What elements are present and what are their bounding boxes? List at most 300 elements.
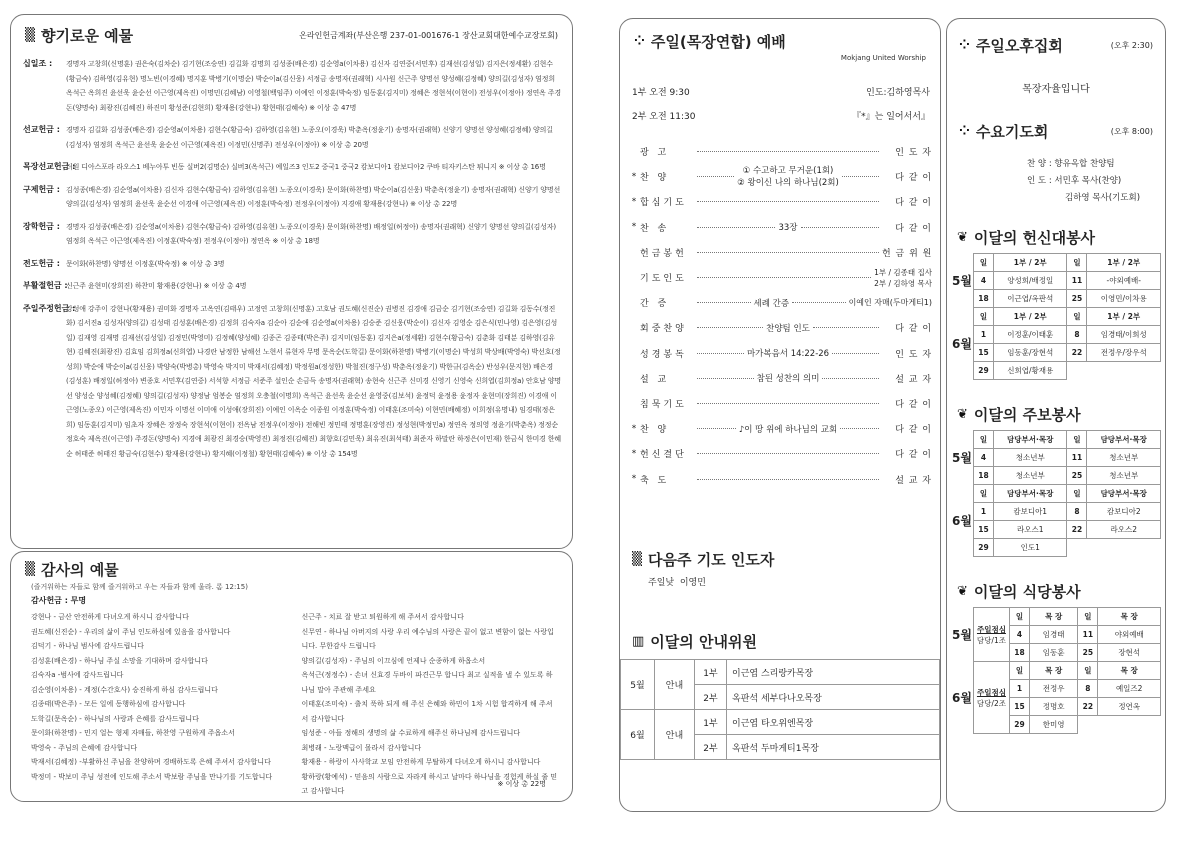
- duty-header-row: [951, 308, 1161, 326]
- thanks-columns: [31, 610, 558, 799]
- duty-week-header: 일: [1009, 662, 1029, 680]
- guide-role: 안내: [655, 710, 695, 760]
- thanks-item: 강현나 - 금산 안전하게 다녀오게 하시니 감사합니다: [31, 613, 189, 621]
- stand-mark: *: [631, 423, 637, 434]
- dotted-leader: [697, 378, 754, 379]
- service-duty-title-text: 이달의 헌신대봉사: [973, 229, 1096, 247]
- duty-assignee: -야외예배-: [1087, 272, 1161, 290]
- duty-day: [1078, 716, 1098, 734]
- duty-week-header: 일: [973, 485, 993, 503]
- duty-day: 4: [1009, 626, 1029, 644]
- duty-day: 25: [1078, 644, 1098, 662]
- guide-part: 2부: [695, 735, 727, 760]
- order-item-name: 헌금봉헌: [640, 248, 687, 259]
- thanks-item: 황하랑(황예석) - 믿음의 사람으로 자라게 하시고 날마다 하나님을 경험케 하실 줄 믿고 감사합니다: [301, 772, 558, 795]
- order-row: [628, 290, 932, 315]
- duty-week-header: 일: [1067, 485, 1087, 503]
- thanks-cash: 감사헌금 : 무명: [31, 596, 87, 605]
- wednesday-praise: 찬 양 : 향유옥합 찬양팀: [1027, 159, 1115, 169]
- order-item-leader: 다 같 이: [895, 450, 932, 461]
- worship-times: [632, 81, 930, 129]
- duty-day: 22: [1067, 521, 1087, 539]
- duty-day: 29: [973, 539, 993, 557]
- afternoon-title-text: 주일오후집회: [975, 37, 1063, 55]
- order-item-name: 회중찬양: [640, 324, 687, 335]
- offering-list: [23, 57, 562, 469]
- time-1-leader: 인도:김하영목사: [866, 88, 930, 98]
- order-item-name: 찬 양: [640, 425, 670, 436]
- order-item-name: 성경봉독: [640, 349, 687, 360]
- thanks-count: ※ 이상 총 22명: [497, 780, 546, 788]
- order-item-leader: 헌 금 위 원: [882, 248, 933, 259]
- order-row: [628, 189, 932, 214]
- duty-day: 22: [1078, 698, 1098, 716]
- guides-title-text: 이달의 안내위원: [650, 633, 757, 651]
- duty-assignee: 청소년부: [993, 449, 1067, 467]
- duty-week-header: 일: [1067, 431, 1087, 449]
- order-item-leader-line: 1부 / 김종태 집사: [874, 267, 932, 277]
- wednesday-header: [947, 121, 1165, 142]
- order-row: [628, 466, 932, 491]
- order-item-name: 광 고: [640, 148, 670, 159]
- hatch-icon: ▒: [25, 562, 35, 577]
- order-row: [628, 391, 932, 416]
- right-panel: [946, 18, 1166, 812]
- duty-month: 6월: [952, 513, 972, 528]
- duty-part-header: 담당부서·목장: [993, 431, 1067, 449]
- dots-icon: ⁘: [959, 124, 970, 139]
- next-prayer-label: 주일낮: [648, 578, 675, 588]
- afternoon-body: 목장자율입니다: [1022, 84, 1090, 95]
- duty-assignee: [1098, 716, 1161, 734]
- order-item-leader: 다 같 이: [895, 223, 932, 234]
- hatch-icon: ▒: [25, 28, 35, 43]
- bulletin-duty-table: [951, 430, 1161, 557]
- duty-assignee: 전정우: [1029, 680, 1077, 698]
- duty-week-header: 일: [1078, 608, 1098, 626]
- duty-day: 15: [973, 344, 993, 362]
- duty-assignee: 양성희/배정일: [993, 272, 1067, 290]
- duty-assignee: 캄보디아2: [1087, 503, 1161, 521]
- thanks-panel: [10, 551, 573, 802]
- duty-day: 1: [1009, 680, 1029, 698]
- thanks-item: 박정미 - 박보미 주님 성전에 인도해 주소서 박보람 주님을 만나기를 기도합니다: [31, 772, 273, 781]
- offering-group: [23, 160, 562, 175]
- guide-part: 2부: [695, 685, 727, 710]
- duty-assignee: 예일즈2: [1098, 680, 1161, 698]
- order-row: [628, 366, 932, 391]
- duty-assignee: 전정우/장우석: [1087, 344, 1161, 362]
- offering-group: [23, 257, 562, 272]
- duty-day: 4: [973, 449, 993, 467]
- duty-part-header: 담당부서·목장: [993, 485, 1067, 503]
- duty-part-header: 담당부서·목장: [1087, 485, 1161, 503]
- duty-part-header: 1부 / 2부: [993, 308, 1067, 326]
- dotted-leader: [697, 201, 879, 202]
- duty-assignee: [1087, 539, 1161, 557]
- duty-row: [951, 344, 1161, 362]
- duty-row: [951, 539, 1161, 557]
- dotted-leader: [697, 302, 751, 303]
- duty-day: 8: [1078, 680, 1098, 698]
- order-item-leader: 다 같 이: [895, 173, 933, 184]
- order-item-leader: 이예인 자매(두마게티1): [848, 298, 933, 308]
- flower-icon: ❦: [957, 407, 968, 422]
- guide-name: 이근엽 스리랑카목장: [727, 660, 940, 685]
- order-item-name: 찬 송: [640, 223, 670, 234]
- time-1: 1부 오전 9:30: [632, 88, 690, 98]
- meal-duty-title-text: 이달의 식당봉사: [973, 583, 1081, 601]
- dotted-leader: [842, 176, 879, 177]
- dotted-leader: [697, 353, 744, 354]
- wednesday-time: (오후 8:00): [1110, 127, 1153, 136]
- duty-week-header: 일: [1067, 254, 1087, 272]
- order-item-content: ♪이 땅 위에 하나님의 교회: [738, 424, 838, 435]
- duty-day: 15: [973, 521, 993, 539]
- duty-week-header: 일: [973, 254, 993, 272]
- order-row: [628, 215, 932, 240]
- offering-header: [11, 15, 572, 46]
- dotted-leader: [697, 403, 879, 404]
- order-row: [628, 341, 932, 366]
- duty-week-header: 일: [1078, 662, 1098, 680]
- duty-day: 8: [1067, 503, 1087, 521]
- next-prayer-name: 이영민: [679, 578, 706, 588]
- offering-group-names: 강성애 강주이 강현나(황재용) 권미화 경명자 고옥연(김태우) 고정연 고창희(신명훈) 고호남 권도혜(신진순) 권병진 김경애 김금순 김기현(조승연) 김길화 김동수(정진화) 김서진a 김성자(양의길) 김성태 김성훈(배은경) 김정희 김숙자a 김순아 김순애 김순영a(이차용) 김승준 김신웅(박순이) 김신자 김영순 김은식(민나영) 김은영(김성일) 김재영 김재명 김재선(김성일) 김정민(박영미) 김정혜(양성혜) 김종곤 김종태(박은주) 김지미(임동훈) 김지은a(정세환) 김현수(황금숙) 김춘화 김태분 김하영(김유현) 김혜진(최광진) 김효임 김희정a(신희엽) 나경란 남정한 남해선 노현서 류현자 무명 문옥순(도학길) 문이화(하찬명) 박병기(이명순) 박성희 박상배(박영숙) 박선호(정성희) 박순애 박순이a(김신웅) 박양숙(박병총) 박영숙 박지미 박재서(김혜정) 박정원a(정성한) 박철진(정구성) 박춘옥(정윤기) 박한규(김옥순) 반성우(문지현) 배은경(김성훈) 배정일(허정아) 변종호 서민후(김연중) 서석향 서정금 서준주 설인순 손금득 송명자(권래혁) 송현숙 신근주 신미경 신영기 신영숙 신희엽(김희정a) 안호남 양명선 양성순 양성혜(김정혜) 양의길(김성자) 양정남 엄봉순 염정희 오충철(이명희) 옥석근 윤선욱 윤순선 윤영중(김보석) 윤정덕 윤정용 윤정자 윤현미(장희진) 이경애 이근영(노종오) 이근영(제옥진) 이민자 이명선 이미애 이성애(장희진) 이예인 이옥순 이종원 이정훈(박숙정) 이태훈(조미숙) 이현민(배혜정) 이희정(유명내) 임경태(정은희) 임동훈(김지미) 임초자 장혜은 장정숙 장현석(이현이) 전옥남 전정우(이정아) 전해빈 정민태 정명훈(장영진) 정성현(박정민a) 정연옥 정의영 정윤기(박춘옥) 정정순 정호숙 제옥진(이근영) 주경돈(양명숙) 지경애 최광진 최경승(박영진) 최정진(김혜진) 최향호(김민욱) 최유진(최석태) 최준자 하말란 하정은(이민재) 한금식 한미경 한혜순 허태준 허태진 황금숙(김현수) 황재용(강현나) 황지혜(이정철) 황현태(김혜숙) ※ 이상 총 154명: [66, 304, 562, 458]
- dotted-leader: [697, 479, 879, 480]
- guides-table: [620, 659, 940, 760]
- duty-day: 22: [1067, 344, 1087, 362]
- duty-day: 29: [973, 362, 993, 380]
- thanks-verse: (즐거워하는 자들로 함께 즐거워하고 우는 자들과 함께 울라. 롬 12:15): [31, 583, 248, 591]
- duty-month: 6월: [952, 336, 972, 351]
- afternoon-header: [947, 35, 1165, 56]
- thanks-item: 신무연 - 하나님 아버지의 사랑 우리 예수님의 사랑은 끝이 없고 변함이 없는 사랑입니다. 무한감사 드립니다: [301, 627, 554, 650]
- flower-icon: ❦: [957, 584, 968, 599]
- stand-mark: *: [631, 222, 637, 233]
- offering-group-names: 신근주 윤현미(장희진) 하찬미 황재용(강현나) ※ 이상 총 4명: [66, 282, 247, 290]
- thanks-item: 문이화(하찬명) - 민지 얼는 형제 자매들, 하찬영 구원하게 주옵소서: [31, 729, 235, 737]
- thanks-item: 김순영(이차용) - 계정(수간호사) 승진하게 하심 감사드립니다: [31, 685, 218, 694]
- duty-assignee: [1087, 362, 1161, 380]
- dotted-leader: [697, 327, 763, 328]
- duty-row: [951, 521, 1161, 539]
- stand-mark: *: [631, 474, 637, 485]
- wednesday-body: [947, 156, 1165, 207]
- meal-duty-table: [951, 607, 1161, 734]
- duty-row: [951, 503, 1161, 521]
- dotted-leader: [697, 252, 879, 253]
- dots-icon: ⁘: [959, 38, 970, 53]
- wednesday-title-text: 수요기도회: [975, 123, 1049, 141]
- order-item-name: 침묵기도: [640, 399, 687, 410]
- duty-day: 25: [1067, 467, 1087, 485]
- duty-day: [1067, 539, 1087, 557]
- duty-assignee: 청소년부: [1087, 467, 1161, 485]
- dotted-leader: [697, 453, 879, 454]
- dotted-leader: [697, 227, 775, 228]
- order-item-leader: 인 도 자: [895, 148, 932, 159]
- order-item-leader: 설 교 자: [895, 475, 932, 486]
- thanks-left-column: [31, 610, 288, 799]
- duty-header-row: [951, 431, 1161, 449]
- duty-day: 18: [973, 467, 993, 485]
- order-row: [628, 139, 932, 164]
- thanks-item: 최병래 - 노랑맥급이 몰라서 감사합니다: [301, 743, 422, 752]
- thanks-item: 옥석근(정정수) - 손녀 신효경 두바이 파견근무 합니다 최고 실적을 낼 수 있도록 하나님 말아 주관해 주세요: [301, 671, 553, 694]
- offering-group-label: 구제헌금 :: [23, 184, 60, 194]
- flower-icon: ❦: [957, 230, 968, 245]
- duty-part-header: 1부 / 2부: [1087, 308, 1161, 326]
- offering-group: [23, 220, 562, 249]
- guide-name: 이근엽 타오위엔목장: [727, 710, 940, 735]
- duty-assignee: 정명호: [1029, 698, 1077, 716]
- guide-month: 6월: [621, 710, 655, 760]
- offering-group-label: 선교헌금 :: [23, 125, 60, 134]
- duty-day: 11: [1078, 626, 1098, 644]
- order-item-content-line: ② 왕이신 나의 하나님(2회): [737, 177, 839, 188]
- guides-title: [632, 631, 757, 652]
- order-row: [628, 240, 932, 265]
- guide-part: 1부: [695, 660, 727, 685]
- stand-mark: *: [631, 448, 637, 459]
- offering-group-names: 경명자 고창희(신명훈) 권은숙(김차순) 김기현(조승연) 김길화 김명희 김성종(배은경) 김순영a(이차용) 김신자 김연중(서민후) 김재선(김성일) 김지은(정세환) 김현수(황금숙) 김하영(김유현) 명노빈(이경혜) 명지훈 박병기(이명순) 박순이a(김신웅) 서정금 송명자(권래혁) 시사원 신근주 양명선 양성혜(김정혜) 양의길(김성자) 염정희 옥석근 옥희진 윤선욱 윤순선 이근영(제옥진) 이명민(김혜남) 이영철(백임주) 이예인 이정훈(박숙정) 임동훈(김지미) 정혜은 정현석(이현이) 전성우(이정아) 정연옥 주경돈(양명숙) 최광진(김혜진) 하진미 황성준(김현희) 황재용(강현나) 황현태(김혜숙) ※ 이상 총 47명: [66, 60, 561, 112]
- guide-month: 5월: [621, 660, 655, 710]
- offering-group-label: 목장선교헌금 :: [23, 162, 76, 171]
- guide-part: 1부: [695, 710, 727, 735]
- thanks-item: 이태훈(조미숙) - 출치 푹하 되게 해 주신 은혜와 하민이 1차 시험 합격하게 해 주셔서 감사합니다: [301, 700, 553, 723]
- duty-day: 11: [1067, 272, 1087, 290]
- duty-day: 25: [1067, 290, 1087, 308]
- guide-row: [621, 660, 940, 685]
- order-row: [628, 441, 932, 466]
- duty-header-row: [951, 608, 1161, 626]
- duty-week-header: 일: [973, 308, 993, 326]
- order-row: [628, 315, 932, 340]
- thanks-title: [25, 559, 558, 580]
- duty-week-header: 일: [1067, 308, 1087, 326]
- dotted-leader: [822, 378, 879, 379]
- duty-assignee: 캄보디아1: [993, 503, 1067, 521]
- next-prayer-title: [632, 549, 774, 570]
- dotted-leader: [832, 353, 879, 354]
- duty-assignee: 임동훈: [1029, 644, 1077, 662]
- service-duty-title: [947, 227, 1165, 248]
- duty-day: 18: [973, 290, 993, 308]
- order-item-leader: [874, 267, 932, 289]
- offering-group: [23, 279, 562, 294]
- duty-day: 4: [973, 272, 993, 290]
- order-item-leader: 다 같 이: [895, 198, 932, 209]
- dotted-leader: [813, 327, 879, 328]
- duty-row: [951, 362, 1161, 380]
- duty-assignee: 장현석: [1098, 644, 1161, 662]
- duty-assignee: 신희엽/황재용: [993, 362, 1067, 380]
- duty-row: [951, 290, 1161, 308]
- order-item-name: 합심기도: [640, 198, 687, 209]
- duty-header-row: [951, 485, 1161, 503]
- worship-panel: [619, 18, 941, 812]
- afternoon-time: (오후 2:30): [1110, 41, 1153, 50]
- duty-week-header: 일: [1009, 608, 1029, 626]
- duty-part-header: 1부 / 2부: [993, 254, 1067, 272]
- worship-title: [634, 31, 926, 52]
- duty-assignee: 임동훈/장현석: [993, 344, 1067, 362]
- order-item-content: 마가복음서 14:22-26: [746, 349, 830, 360]
- duty-group-name: 주일점심: [976, 624, 1006, 634]
- bars-icon: ▥: [632, 634, 645, 649]
- duty-assignee: 이근엽/옥판석: [993, 290, 1067, 308]
- duty-group-lead: 담당/1조: [976, 635, 1006, 645]
- bulletin-duty-title: [947, 404, 1165, 425]
- offering-group-names: 경명자 김성종(배은경) 김순영a(이차용) 김현수(황금숙) 김하영(김유현) 노종오(이경욱) 문이화(하찬명) 배정일(허정아) 송명자(권래혁) 신양기 양명선 양의길(김성자) 염정희 옥석근 이근영(제옥진) 이정훈(박숙정) 전정우(이정아) 정연옥 ※ 이상 총 18명: [66, 222, 556, 245]
- offering-group-label: 전도헌금 :: [23, 258, 60, 268]
- order-item-leader-line: 2부 / 김하영 목사: [874, 278, 932, 288]
- offering-panel: [10, 14, 573, 549]
- order-item-name: 축 도: [640, 475, 670, 486]
- duty-assignee: 청소년부: [1087, 449, 1161, 467]
- service-duty-table: [951, 253, 1161, 380]
- thanks-item: 황재용 - 하랑이 사사학교 모임 안전하게 무탈하게 다녀오게 하시니 감사합니다: [301, 758, 541, 766]
- stand-mark: *: [631, 171, 637, 182]
- offering-group-names: 문이화(하찬명) 양명선 이정훈(박숙정) ※ 이상 총 3명: [66, 259, 225, 268]
- thanks-item: 신근주 - 치료 잘 받고 퇴원하게 해 주셔서 감사합니다: [301, 613, 464, 621]
- order-item-content: 33장: [778, 223, 798, 234]
- thanks-item: 박재서(김혜정) -부활하신 주님을 찬양하며 경배하도록 은혜 주셔서 감사합니다: [31, 758, 271, 766]
- afternoon-title: [959, 35, 1063, 56]
- duty-group-name: 주일점심: [976, 687, 1006, 697]
- offering-group: [23, 183, 562, 212]
- guide-role: 안내: [655, 660, 695, 710]
- duty-week-header: 일: [973, 431, 993, 449]
- duty-row: [951, 326, 1161, 344]
- order-item-content: 참된 성찬의 의미: [756, 374, 820, 385]
- worship-english-title: Mokjang United Worship: [840, 54, 926, 62]
- thanks-item: 도학길(문옥순) - 하나님의 사랑과 은혜를 감사드립니다: [31, 714, 199, 723]
- offering-group-names: 더원 디아스포라 라오스1 베누아투 빈동 실버2(김명순) 실버3(옥석근) 예일즈3 인도2 중국1 중국2 캄보디아1 캄보디아2 쿠바 티자키스탄 튀니지 ※ 이상 총 16명: [66, 163, 546, 171]
- offering-group-label: 십일조 :: [23, 59, 53, 68]
- offering-group: [23, 57, 562, 115]
- order-item-name: 기도인도: [640, 274, 687, 285]
- next-prayer-title-text: 다음주 기도 인도자: [648, 551, 775, 569]
- duty-day: 29: [1009, 716, 1029, 734]
- dotted-leader: [792, 302, 846, 303]
- thanks-item: 권도혜(신진순) - 우리의 삶이 주님 인도하심에 있음을 감사합니다: [31, 627, 231, 636]
- wednesday-lead: 인 도 : 서민후 목사(찬양): [1027, 176, 1122, 186]
- thanks-item: 박영숙 - 주님의 은혜에 감사합니다: [31, 743, 138, 752]
- guide-name: 옥판석 세부다나오목장: [727, 685, 940, 710]
- offering-group-label: 부활절헌금 :: [23, 281, 68, 290]
- duty-day: 1: [973, 326, 993, 344]
- offering-group-names: 김성종(배은경) 김순영a(이차용) 김신자 김현수(황금숙) 김하영(김유현) 노종오(이경욱) 문이화(하찬명) 박순이a(김신웅) 박춘옥(정윤기) 송명자(권래혁) 신양기 양명선 양의길(김성자) 염정희 윤선욱 윤순선 이경애 이근영(제옥진) 이정훈(박숙정) 전정우(이정아) 지경애 황재용(강현나) ※ 이상 총 22명: [66, 185, 561, 208]
- order-row: [628, 164, 932, 189]
- duty-assignee: 라오스2: [1087, 521, 1161, 539]
- order-item-leader: 다 같 이: [895, 399, 932, 410]
- meal-duty-title: [947, 581, 1165, 602]
- duty-row: [951, 467, 1161, 485]
- duty-row: [951, 272, 1161, 290]
- stand-mark: *: [631, 196, 637, 207]
- order-item-name: 간 증: [640, 299, 670, 310]
- duty-day: 11: [1067, 449, 1087, 467]
- duty-assignee: 이영민/이차용: [1087, 290, 1161, 308]
- dots-icon: ⁘: [634, 34, 645, 49]
- thanks-item: 양의길(김성자) - 주님의 이끄심에 언제나 순종하게 하옵소서: [301, 656, 486, 665]
- offering-group-names: 경명자 김길화 김성종(배은경) 김순영a(이차용) 김현수(황금숙) 김하영(김유현) 노종오(이경욱) 박춘옥(정윤기) 송명자(권래혁) 신양기 양명선 양성혜(김정혜) 양의길(김성자) 염정희 옥석근 윤선욱 윤순선 이근영(제옥진) 이정민(신명주) 전성우(이정아) ※ 이상 총 20명: [66, 126, 553, 149]
- order-item-name: 헌신결단: [640, 450, 687, 461]
- duty-group-lead: 담당/2조: [976, 698, 1006, 708]
- offering-account: 온라인헌금계좌(부산은행 237-01-001676-1 장산교회대한예수교장로회): [299, 31, 558, 40]
- duty-month: 6월: [952, 690, 972, 705]
- offering-title-text: 향기로운 예물: [41, 27, 134, 45]
- order-item-content: [737, 165, 839, 189]
- duty-header-row: [951, 662, 1161, 680]
- guide-name: 옥판석 두마게티1목장: [727, 735, 940, 760]
- order-row: [628, 265, 932, 290]
- duty-row: [951, 449, 1161, 467]
- offering-group: [23, 123, 562, 152]
- order-item-content-line: ① 수고하고 무거운(1회): [742, 165, 834, 176]
- worship-title-text: 주일(목장연합) 예배: [650, 33, 786, 51]
- time-2: 2부 오전 11:30: [632, 112, 696, 122]
- stand-note: 『*』는 일어서서』: [852, 112, 930, 122]
- order-item-leader: 인 도 자: [895, 349, 933, 360]
- guide-row: [621, 710, 940, 735]
- duty-group: [973, 662, 1009, 734]
- order-item-leader: 다 같 이: [895, 324, 933, 335]
- dotted-leader: [840, 428, 879, 429]
- dotted-leader: [697, 151, 879, 152]
- offering-group: [23, 302, 562, 462]
- duty-month: 5월: [952, 450, 972, 465]
- duty-assignee: 인도1: [993, 539, 1067, 557]
- dotted-leader: [697, 428, 736, 429]
- duty-part-header: 담당부서·목장: [1087, 431, 1161, 449]
- duty-part-header: 목 장: [1098, 608, 1161, 626]
- order-item-content: 찬양팀 인도: [766, 323, 810, 334]
- duty-part-header: 1부 / 2부: [1087, 254, 1161, 272]
- duty-part-header: 목 장: [1029, 608, 1077, 626]
- duty-day: 18: [1009, 644, 1029, 662]
- duty-assignee: 임경태: [1029, 626, 1077, 644]
- order-item-name: 설 교: [640, 374, 670, 385]
- duty-day: [1067, 362, 1087, 380]
- order-item-name: 찬 양: [640, 173, 670, 184]
- offering-group-label: 장학헌금 :: [23, 221, 60, 231]
- worship-order: [628, 139, 932, 492]
- duty-day: 15: [1009, 698, 1029, 716]
- duty-group: [973, 608, 1009, 662]
- duty-day: 8: [1067, 326, 1087, 344]
- duty-part-header: 목 장: [1098, 662, 1161, 680]
- thanks-item: 김성훈(배은경) - 하나님 주실 소망을 기대하며 감사합니다: [31, 656, 208, 665]
- bulletin-duty-title-text: 이달의 주보봉사: [973, 406, 1081, 424]
- duty-assignee: 임경태/이희성: [1087, 326, 1161, 344]
- order-row: [628, 416, 932, 441]
- thanks-item: 김덕기 - 하나님 범사에 감사드립니다: [31, 642, 144, 650]
- order-item-content: 세례 간증: [753, 298, 790, 309]
- duty-assignee: 이정훈/이태훈: [993, 326, 1067, 344]
- duty-assignee: 청소년부: [993, 467, 1067, 485]
- dotted-leader: [697, 277, 871, 278]
- duty-day: 1: [973, 503, 993, 521]
- dotted-leader: [697, 176, 734, 177]
- thanks-right-column: [302, 610, 559, 799]
- thanks-item: 김숙자a -범사에 감사드립니다: [31, 671, 124, 679]
- duty-assignee: 야외예배: [1098, 626, 1161, 644]
- wednesday-title: [959, 121, 1048, 142]
- thanks-title-text: 감사의 예물: [41, 561, 119, 579]
